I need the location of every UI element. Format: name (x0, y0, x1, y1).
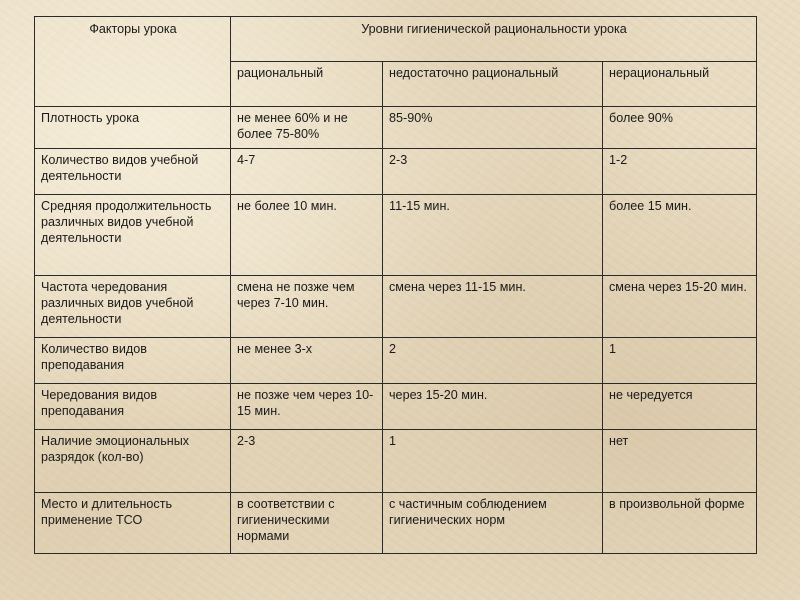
irrational-cell: не чередуется (603, 384, 757, 430)
table-row (35, 107, 757, 149)
insufficient-cell: 2 (383, 338, 603, 384)
table-row (35, 493, 757, 554)
subheader-insufficient: недостаточно рациональный (383, 62, 603, 107)
irrational-cell: более 90% (603, 107, 757, 149)
rational-cell: не позже чем через 10-15 мин. (231, 384, 383, 430)
hygiene-levels-table (34, 16, 757, 554)
rational-cell: 4-7 (231, 149, 383, 195)
table-row (35, 149, 757, 195)
table-row (35, 276, 757, 338)
factor-cell: Количество видов учебной деятельности (35, 149, 231, 195)
header-levels: Уровни гигиенической рациональности урока (231, 17, 757, 62)
table-row (35, 195, 757, 276)
factor-cell: Плотность урока (35, 107, 231, 149)
irrational-cell: 1 (603, 338, 757, 384)
factor-cell: Средняя продолжительность различных видов учебной деятельности (35, 195, 231, 276)
insufficient-cell: 1 (383, 430, 603, 493)
rational-cell: смена не позже чем через 7-10 мин. (231, 276, 383, 338)
table-row (35, 338, 757, 384)
factor-cell: Место и длительность применение ТСО (35, 493, 231, 554)
subheader-rational: рациональный (231, 62, 383, 107)
irrational-cell: более 15 мин. (603, 195, 757, 276)
irrational-cell: 1-2 (603, 149, 757, 195)
insufficient-cell: 11-15 мин. (383, 195, 603, 276)
factor-cell: Наличие эмоциональных разрядок (кол-во) (35, 430, 231, 493)
irrational-cell: смена через 15-20 мин. (603, 276, 757, 338)
rational-cell: в соответствии с гигиеническими нормами (231, 493, 383, 554)
insufficient-cell: смена через 11-15 мин. (383, 276, 603, 338)
insufficient-cell: 2-3 (383, 149, 603, 195)
insufficient-cell: через 15-20 мин. (383, 384, 603, 430)
factor-cell: Количество видов преподавания (35, 338, 231, 384)
factor-cell: Чередования видов преподавания (35, 384, 231, 430)
header-factors: Факторы урока (35, 17, 231, 107)
insufficient-cell: с частичным соблюдением гигиенических норм (383, 493, 603, 554)
table-row (35, 430, 757, 493)
rational-cell: 2-3 (231, 430, 383, 493)
insufficient-cell: 85-90% (383, 107, 603, 149)
header-row (35, 17, 757, 62)
rational-cell: не более 10 мин. (231, 195, 383, 276)
irrational-cell: в произвольной форме (603, 493, 757, 554)
table-row (35, 384, 757, 430)
irrational-cell: нет (603, 430, 757, 493)
factor-cell: Частота чередования различных видов учебной деятельности (35, 276, 231, 338)
subheader-irrational: нерациональный (603, 62, 757, 107)
rational-cell: не менее 3-х (231, 338, 383, 384)
rational-cell: не менее 60% и не более 75-80% (231, 107, 383, 149)
